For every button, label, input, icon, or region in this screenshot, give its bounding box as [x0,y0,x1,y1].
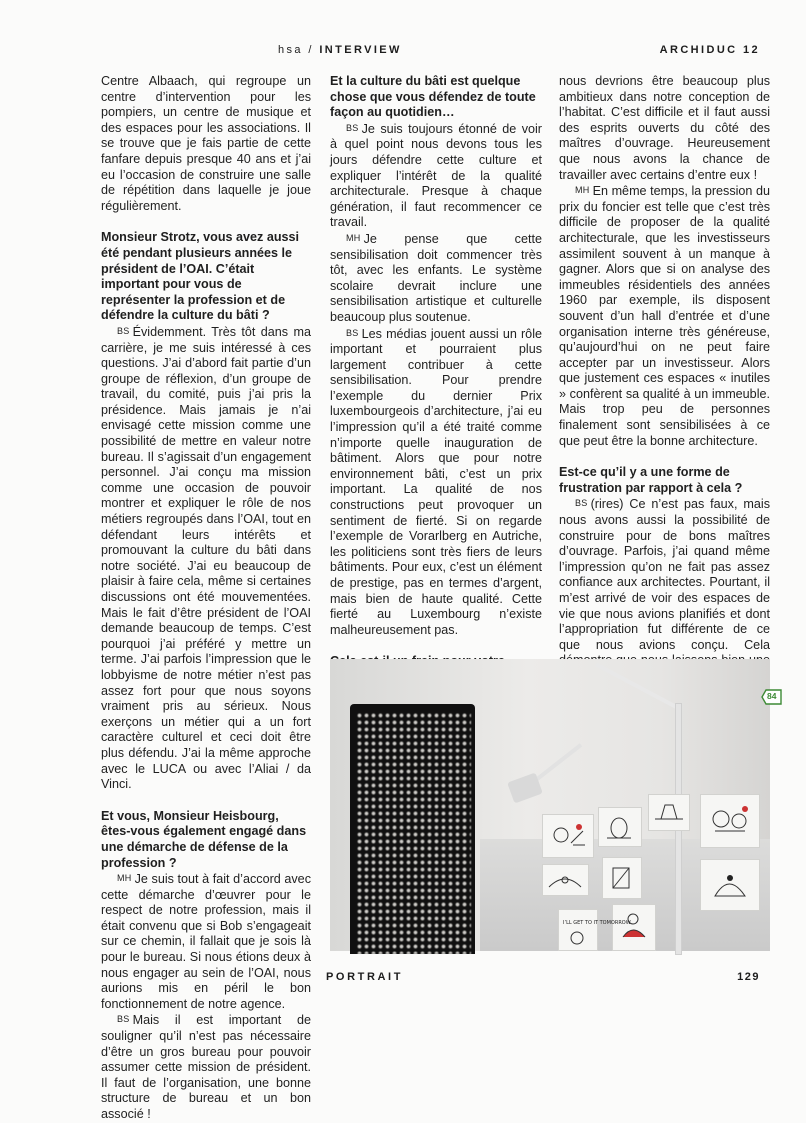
pinned-sketch [612,904,656,951]
page-reference-number: 84 [767,691,777,701]
answer-paragraph: BS (rires) Ce n’est pas faux, mais nous avons aussi la possibilité de construire pour de bons maîtres d’ouvrage. Parfois, j’ai quand même l’impression qu’on ne fait pas assez confiance aux architectes. Pourtant, il m’est arrivé de voir des espaces de vie que nous avions planifiés et dont l’appropriation fut différente de ce que nous avions conçu. Cela [559,496,770,700]
answer-paragraph: BS Mais il est important de souligner qu’il n’est pas nécessaire d’être un gros bureau pour pouvoir assumer cette mission de président. Il faut de l’organisation, une bonne structure de bureau et un bon associé ! [101,1013,311,1121]
answer-paragraph: BS Évidemment. Très tôt dans ma carrière, je me suis intéressé à ces questions. J’ai d’abord fait partie d’un groupe de réflexion, d’un groupe de travail, du comité, puis j’ai pris la présidence. Mais jamais je n’ai envisagé cette mission comme une possibilité de mettre en valeur notre bureau. Il s’agissait d’un engagement personnel. J’ai conçu ma mission comme une occasion de pouvoir montrer et expliquer le rôle de nos métiers regroupés dans l’OAI, tout en défendant leurs intérêts et promouvant la culture du bâti dans notre société. J’ai eu beaucoup de plaisir à faire cela, même si certaines discussions ont été mouvementées. Mais le fait d’être président de l’OAI demande beaucoup de temps. C’est pourquoi j’ai préféré y mettre un terme. J’ai parfois l’impression que le lobbyisme de notre métier n’est pas assez fort pour que nous soyons vraiment pris au sérieux. Nous exerçons un métier qui a un fort caractère culturel et ceci doit être plus défendu. J’ai la même approche avec le LUCA ou avec l’Aliai / da Vinci. [101,324,311,792]
section-name: INTERVIEW [319,44,402,56]
pinned-sketch [558,909,631,951]
sketch-caption: I’LL GET TO IT TOMORROW [563,920,631,926]
text-column-3 [559,74,770,700]
page-number: 129 [737,971,760,983]
speaker-initials: MH [117,873,132,884]
pinned-sketch [700,859,760,911]
speaker-initials: BS [117,1014,130,1025]
pinned-sketch [542,864,589,896]
paragraph: Centre Albaach, qui regroupe un centre d’intervention pour les pompiers, un centre de musique et des espaces pour les associations. Il se trouve que je fais partie de cette fanfare depuis presque 40 ans et j’ai eu l’occasion de construire une salle de répétition dans laquelle je joue régulièrement. [101,74,311,213]
speaker-initials: BS [346,122,359,133]
page-reference-tab [761,689,783,705]
answer-paragraph: BS Je suis toujours étonné de voir à quel point nous devons tous les jours défendre cette culture et expliquer l’intérêt de la qualité architecturale. Presque à chaque génération, il faut recommencer ce travail. [330,121,542,230]
pinned-sketch [700,794,760,848]
speaker-initials: MH [575,185,590,196]
footer-section: PORTRAIT [326,971,404,983]
header-separator: / [302,44,320,56]
magazine-name: hsa [278,44,303,56]
answer-paragraph: BS Les médias jouent aussi un rôle important et pourraient plus largement contribuer à cette sensibilisation. Pour prendre l’exemple du dernier Prix luxembourgeois d’architecture, j’ai eu l’impression qu’il a été traité comme n’importe quelle inauguration de bâtiment. Alors que pour notre environnement bâti, c’est un prix important. La qualité de nos constructions peut provoquer un sentiment de fierté. Si on regarde l’exemple de Vorarlberg en Autriche, les politiciens sont très fiers de leurs bâtiments. Pour eux, c’est un élément de prestige, pas en termes d’argent, mais bien de haute qualité. Cette fierté au Luxembourg n’existe malheureusement pas. [330,326,542,637]
interview-question: Monsieur Strotz, vous avez aussi été pendant plusieurs années le président de l’OAI. C’était important pour vous de représenter la profession et de défendre la culture du bâti ? [101,230,300,323]
pinned-sketch [598,807,642,847]
speaker-initials: BS [346,327,359,338]
paragraph: nous devrions être beaucoup plus ambitieux dans notre conception de l’habitat. C’est difficile et il faut aussi des esprits ouverts du côté des maîtres d’ouvrage. Heureusement que nous avons la chance de travailler avec certains d’entre eux ! [559,74,770,182]
text-column-1 [101,74,311,1123]
answer-paragraph: MH En même temps, la pression du prix du foncier est telle que c’est très difficile de proposer de la qualité architecturale, que les investisseurs assimilent souvent à un manque à gagner. Alors que si on analyse des immeubles résidentiels des années 1960 par exemple, ils disposent souvent d’un hall d’entrée et d’une organisation interne très généreuse, qu’aujourd’hui on ne peut faire accepter par un investisseur. Alors que justement ces espaces « inutiles » confèrent sa qualité à un immeuble. Mais trop peu de personnes finalement sont sensibilisées à ce que peut être la bonne architecture. [559,184,770,448]
issue-label: ARCHIDUC 12 [659,44,760,56]
running-header-left [278,44,402,56]
pinned-sketch [602,857,642,899]
pinned-sketch [542,814,594,858]
office-photograph [330,659,770,951]
answer-paragraph: MH Je pense que cette sensibilisation doit commencer très tôt, avec les enfants. Le système scolaire devrait inclure une sensibilisation artistique et culturelle beaucoup plus soutenue. [330,231,542,324]
pinned-sketch [648,794,690,831]
speaker-initials: BS [117,325,130,336]
interview-question: Est-ce qu’il y a une forme de frustration par rapport à cela ? [559,465,743,495]
answer-paragraph: MH Je suis tout à fait d’accord avec cette démarche d’œuvrer pour le respect de notre profession, mais il était convenu que si Bob s’engageait sur ce chemin, il fallait que je sois là pour le bureau. Si nous étions deux à nous engager au sein de l’OAI, nous aurions mis en péril le bon fonctionnement de notre agence. [101,872,311,1011]
interview-question: Et la culture du bâti est quelque chose que vous défendez de toute façon au quotidien… [330,74,536,120]
speaker-initials: MH [346,232,361,243]
photo-led-screen [350,704,475,954]
interview-question: Et vous, Monsieur Heisbourg, êtes-vous également engagé dans une démarche de défense de la profession ? [101,808,307,870]
speaker-initials: BS [575,498,588,509]
